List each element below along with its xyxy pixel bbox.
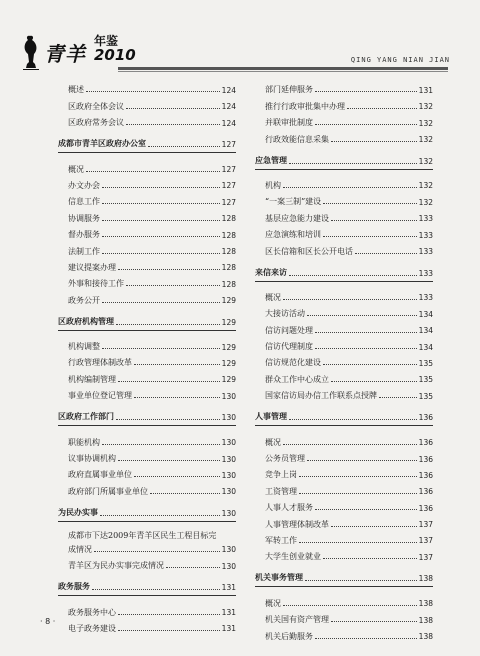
- dot-leader: [289, 419, 417, 420]
- dot-leader: [283, 444, 417, 445]
- toc-page-number: 135: [418, 375, 433, 385]
- toc-entry: [255, 318, 433, 334]
- toc-entry-title: 机关后勤服务: [265, 631, 313, 641]
- toc-page-number: 133: [418, 247, 433, 257]
- header-rule: [118, 67, 448, 70]
- toc-entry-title: 成都市青羊区政府办公室: [58, 139, 146, 149]
- toc-entry: [58, 288, 236, 304]
- toc-page-number: 138: [418, 574, 433, 584]
- toc-page-number: 128: [221, 230, 236, 240]
- toc-entry-title: 应急演练和培训: [265, 230, 321, 240]
- yearbook-title-nj: 年鉴: [94, 34, 119, 48]
- toc-entry-title: 区长信箱和区长公开电话: [265, 246, 353, 256]
- yearbook-year: 2010: [94, 46, 136, 64]
- toc-entry-title: 协调服务: [68, 213, 100, 223]
- toc-entry-title: 机构: [265, 180, 281, 190]
- toc-page-number: 135: [418, 391, 433, 401]
- toc-entry-title: 概况: [265, 437, 281, 447]
- toc-entry-title: 军转工作: [265, 535, 297, 545]
- dot-leader: [86, 91, 220, 92]
- dot-leader: [283, 187, 417, 188]
- toc-page-number: 128: [221, 279, 236, 289]
- toc-entry: [255, 239, 433, 255]
- toc-entry-title: 人事管理: [255, 412, 287, 422]
- toc-entry: [255, 174, 433, 190]
- toc-entry: [58, 526, 236, 540]
- toc-page-number: 131: [221, 608, 236, 618]
- toc-section-heading: [255, 565, 433, 587]
- toc-entry: [255, 111, 433, 127]
- toc-page-number: 134: [418, 309, 433, 319]
- toc-entry: [255, 302, 433, 318]
- toc-page-number: 130: [221, 470, 236, 480]
- toc-entry-title: 部门延伸服务: [265, 85, 313, 95]
- toc-page-number: 129: [221, 358, 236, 368]
- toc-entry-title: 政府直属事业单位: [68, 470, 132, 480]
- toc-entry: [58, 111, 236, 127]
- toc-page-number: 132: [418, 197, 433, 207]
- toc-right-column: [255, 78, 433, 641]
- toc-entry-title: 信访代理制度: [265, 342, 313, 352]
- toc-page-number: 128: [221, 214, 236, 224]
- dot-leader: [323, 203, 416, 204]
- toc-entry: [58, 351, 236, 367]
- toc-page-number: 138: [418, 632, 433, 642]
- toc-page-number: 133: [418, 268, 433, 278]
- dot-leader: [347, 108, 417, 109]
- toc-entry: [58, 335, 236, 351]
- toc-entry-title: 应急管理: [255, 155, 287, 165]
- toc-entry-title: 大学生创业就业: [265, 552, 321, 562]
- chess-piece-icon: [20, 34, 42, 70]
- toc-entry-title: 事业单位登记管理: [68, 391, 132, 401]
- toc-entry-title: 概述: [68, 85, 84, 95]
- toc-entry: [255, 127, 433, 143]
- toc-entry: [58, 617, 236, 633]
- toc-entry-title: “一案三制”建设: [265, 197, 322, 207]
- toc-entry: [58, 239, 236, 255]
- toc-entry: [255, 529, 433, 545]
- toc-page-number: 128: [221, 247, 236, 257]
- dot-leader: [86, 171, 220, 172]
- toc-entry-title: 概况: [265, 598, 281, 608]
- toc-entry: [255, 94, 433, 110]
- toc-page-number: 132: [418, 102, 433, 112]
- toc-entry-title: 议事协调机构: [68, 454, 116, 464]
- toc-entry: [255, 479, 433, 495]
- toc-entry-title: 政务公开: [68, 295, 100, 305]
- dot-leader: [331, 381, 417, 382]
- toc-page-number: 129: [221, 342, 236, 352]
- toc-entry-title: 来信来访: [255, 267, 287, 277]
- dot-leader: [118, 460, 220, 461]
- dot-leader: [102, 253, 220, 254]
- toc-entry-title: 法制工作: [68, 246, 100, 256]
- toc-entry-title: 职能机构: [68, 437, 100, 447]
- toc-section-heading: [58, 500, 236, 522]
- dot-leader: [102, 348, 220, 349]
- dot-leader: [299, 542, 417, 543]
- toc-entry-title: 人事人才服务: [265, 503, 313, 513]
- toc-entry: [255, 367, 433, 383]
- toc-entry-title: 概况: [68, 164, 84, 174]
- dot-leader: [150, 493, 220, 494]
- toc-entry: [255, 512, 433, 528]
- dot-leader: [134, 476, 220, 477]
- dot-leader: [355, 253, 417, 254]
- toc-page-number: 137: [418, 536, 433, 546]
- toc-entry: [58, 94, 236, 110]
- toc-page-number: 127: [221, 165, 236, 175]
- toc-page-number: 130: [221, 413, 236, 423]
- header-pinyin: QING YANG NIAN JIAN: [350, 56, 450, 64]
- toc-entry: [255, 624, 433, 640]
- yearbook-title-cn: 青羊: [44, 42, 86, 66]
- dot-leader: [118, 630, 220, 631]
- header-rule-thin: [118, 71, 448, 72]
- toc-page-number: 133: [418, 293, 433, 303]
- toc-section-heading: [58, 404, 236, 426]
- toc-page-number: 136: [418, 470, 433, 480]
- toc-entry-title: 办文办会: [68, 180, 100, 190]
- dot-leader: [331, 220, 417, 221]
- dot-leader: [323, 236, 417, 237]
- toc-entry: [255, 286, 433, 302]
- dot-leader: [307, 460, 417, 461]
- dot-leader: [323, 558, 417, 559]
- dot-leader: [283, 605, 417, 606]
- toc-page-number: 130: [221, 391, 236, 401]
- toc-entry-title: 为民办实事: [58, 507, 98, 517]
- toc-page-number: 132: [418, 118, 433, 128]
- toc-section-heading: [255, 404, 433, 426]
- toc-page-number: 130: [221, 561, 236, 571]
- toc-entry: [255, 206, 433, 222]
- toc-entry: [58, 430, 236, 446]
- toc-page-number: 136: [418, 454, 433, 464]
- toc-entry: [255, 223, 433, 239]
- toc-section-heading: [58, 131, 236, 153]
- dot-leader: [116, 419, 220, 420]
- toc-entry: [58, 190, 236, 206]
- dot-leader: [166, 567, 220, 568]
- toc-page-number: 127: [221, 140, 236, 150]
- toc-entry-title: 大接访活动: [265, 309, 305, 319]
- dot-leader: [283, 299, 417, 300]
- dot-leader: [102, 236, 220, 237]
- toc-page-number: 130: [221, 508, 236, 518]
- toc-page-number: 134: [418, 326, 433, 336]
- dot-leader: [92, 589, 220, 590]
- toc-page-number: 130: [221, 438, 236, 448]
- toc-entry-title: 并联审批制度: [265, 118, 313, 128]
- toc-entry-title: 政务服务: [58, 582, 90, 592]
- toc-page-number: 137: [418, 520, 433, 530]
- dot-leader: [305, 580, 417, 581]
- toc-entry-title: 机构编制管理: [68, 374, 116, 384]
- toc-entry: [58, 78, 236, 94]
- dot-leader: [94, 551, 220, 552]
- toc-entry: [255, 190, 433, 206]
- toc-entry-title: 竞争上岗: [265, 470, 297, 480]
- toc-entry: [255, 496, 433, 512]
- toc-page-number: 124: [221, 85, 236, 95]
- toc-page-number: 128: [221, 263, 236, 273]
- toc-entry-title: 信访问题处理: [265, 325, 313, 335]
- dot-leader: [102, 187, 220, 188]
- toc-entry-title: 区政府全体会议: [68, 101, 124, 111]
- toc-entry: [58, 223, 236, 239]
- toc-entry: [255, 591, 433, 607]
- dot-leader: [315, 348, 417, 349]
- toc-entry: [58, 157, 236, 173]
- dot-leader: [134, 364, 220, 365]
- toc-entry: [58, 463, 236, 479]
- toc-entry-title: 人事管理体制改革: [265, 519, 329, 529]
- toc-entry-title: 行政效能信息采集: [265, 134, 329, 144]
- toc-entry: [58, 479, 236, 495]
- toc-page-number: 138: [418, 615, 433, 625]
- toc-page-number: 130: [221, 454, 236, 464]
- dot-leader: [323, 364, 417, 365]
- toc-entry-title: 机关事务管理: [255, 573, 303, 583]
- dot-leader: [148, 146, 220, 147]
- dot-leader: [289, 163, 417, 164]
- toc-page-number: 135: [418, 358, 433, 368]
- toc-entry-title: 机构调整: [68, 342, 100, 352]
- toc-page-number: 130: [221, 545, 236, 555]
- toc-entry-title: 群众工作中心成立: [265, 374, 329, 384]
- toc-page-number: 124: [221, 118, 236, 128]
- dot-leader: [315, 91, 417, 92]
- toc-page-number: 132: [418, 156, 433, 166]
- toc-entry: [255, 430, 433, 446]
- page-header: [0, 0, 480, 75]
- toc-entry: [58, 540, 236, 554]
- dot-leader: [315, 332, 417, 333]
- toc-entry-title: 成情况: [68, 544, 92, 554]
- toc-page-number: 124: [221, 102, 236, 112]
- toc-entry-title: 成都市下达2009年青羊区民生工程目标完: [68, 530, 217, 540]
- toc-entry: [58, 272, 236, 288]
- toc-entry-title: 公务员管理: [265, 454, 305, 464]
- toc-entry: [58, 367, 236, 383]
- toc-page-number: 136: [418, 413, 433, 423]
- toc-page-number: 127: [221, 197, 236, 207]
- toc-entry-title: 推行行政审批集中办理: [265, 101, 345, 111]
- toc-section-heading: [58, 574, 236, 596]
- toc-entry-title: 青羊区为民办实事完成情况: [68, 561, 164, 571]
- toc-entry-title: 基层应急能力建设: [265, 213, 329, 223]
- toc-page-number: 129: [221, 296, 236, 306]
- dot-leader: [126, 124, 220, 125]
- dot-leader: [331, 141, 417, 142]
- dot-leader: [126, 108, 220, 109]
- toc-page-number: 133: [418, 214, 433, 224]
- toc-entry: [58, 256, 236, 272]
- dot-leader: [331, 526, 417, 527]
- toc-entry: [255, 78, 433, 94]
- dot-leader: [315, 638, 417, 639]
- dot-leader: [100, 515, 220, 516]
- dot-leader: [102, 203, 220, 204]
- toc-section-heading: [255, 260, 433, 282]
- toc-entry-title: 工资管理: [265, 486, 297, 496]
- toc-section-heading: [255, 148, 433, 170]
- toc-page-number: 129: [221, 317, 236, 327]
- toc-page-number: 131: [418, 85, 433, 95]
- toc-left-column: [58, 78, 236, 633]
- page-number: · 8 ·: [40, 617, 56, 626]
- toc-entry: [255, 447, 433, 463]
- toc-page-number: 127: [221, 181, 236, 191]
- toc-entry: [58, 174, 236, 190]
- dot-leader: [315, 124, 417, 125]
- toc-entry: [255, 335, 433, 351]
- dot-leader: [118, 614, 220, 615]
- dot-leader: [126, 285, 220, 286]
- toc-page-number: 130: [221, 487, 236, 497]
- toc-entry-title: 区政府常务会议: [68, 118, 124, 128]
- toc-entry: [255, 384, 433, 400]
- toc-entry-title: 政务服务中心: [68, 607, 116, 617]
- dot-leader: [134, 397, 220, 398]
- toc-entry-title: 行政管理体制改革: [68, 358, 132, 368]
- toc-entry-title: 区政府工作部门: [58, 412, 114, 422]
- toc-entry: [58, 206, 236, 222]
- toc-entry: [58, 600, 236, 616]
- toc-page-number: 129: [221, 375, 236, 385]
- toc-page-number: 132: [418, 181, 433, 191]
- toc-entry: [255, 545, 433, 561]
- toc-page-number: 132: [418, 135, 433, 145]
- toc-page-number: 134: [418, 342, 433, 352]
- dot-leader: [307, 315, 417, 316]
- toc-entry-title: 电子政务建设: [68, 623, 116, 633]
- dot-leader: [331, 621, 417, 622]
- toc-entry-title: 机关国有资产管理: [265, 615, 329, 625]
- dot-leader: [299, 476, 417, 477]
- dot-leader: [315, 509, 417, 510]
- dot-leader: [102, 444, 220, 445]
- dot-leader: [118, 269, 220, 270]
- toc-entry: [255, 463, 433, 479]
- toc-entry-title: 信访规范化建设: [265, 358, 321, 368]
- toc-page-number: 133: [418, 230, 433, 240]
- dot-leader: [379, 397, 417, 398]
- toc-page-number: 136: [418, 503, 433, 513]
- toc-page-number: 131: [221, 583, 236, 593]
- toc-entry-title: 概况: [265, 292, 281, 302]
- toc-entry: [58, 554, 236, 570]
- toc-entry-title: 督办服务: [68, 230, 100, 240]
- toc-entry: [255, 608, 433, 624]
- toc-entry-title: 外事和接待工作: [68, 279, 124, 289]
- toc-page-number: 131: [221, 624, 236, 634]
- toc-page-number: 136: [418, 487, 433, 497]
- toc-page-number: 137: [418, 552, 433, 562]
- toc-entry: [255, 351, 433, 367]
- toc-entry-title: 信息工作: [68, 197, 100, 207]
- dot-leader: [118, 381, 220, 382]
- toc-page-number: 138: [418, 599, 433, 609]
- toc-section-heading: [58, 309, 236, 331]
- toc-entry-title: 国家信访局办信工作联系点授牌: [265, 391, 377, 401]
- toc-entry-title: 政府部门所属事业单位: [68, 486, 148, 496]
- toc-entry: [58, 384, 236, 400]
- dot-leader: [289, 275, 417, 276]
- dot-leader: [102, 220, 220, 221]
- toc-entry-title: 建议提案办理: [68, 262, 116, 272]
- dot-leader: [116, 324, 220, 325]
- dot-leader: [102, 302, 220, 303]
- toc-page-number: 136: [418, 438, 433, 448]
- dot-leader: [299, 493, 417, 494]
- toc-entry-title: 区政府机构管理: [58, 316, 114, 326]
- toc-entry: [58, 447, 236, 463]
